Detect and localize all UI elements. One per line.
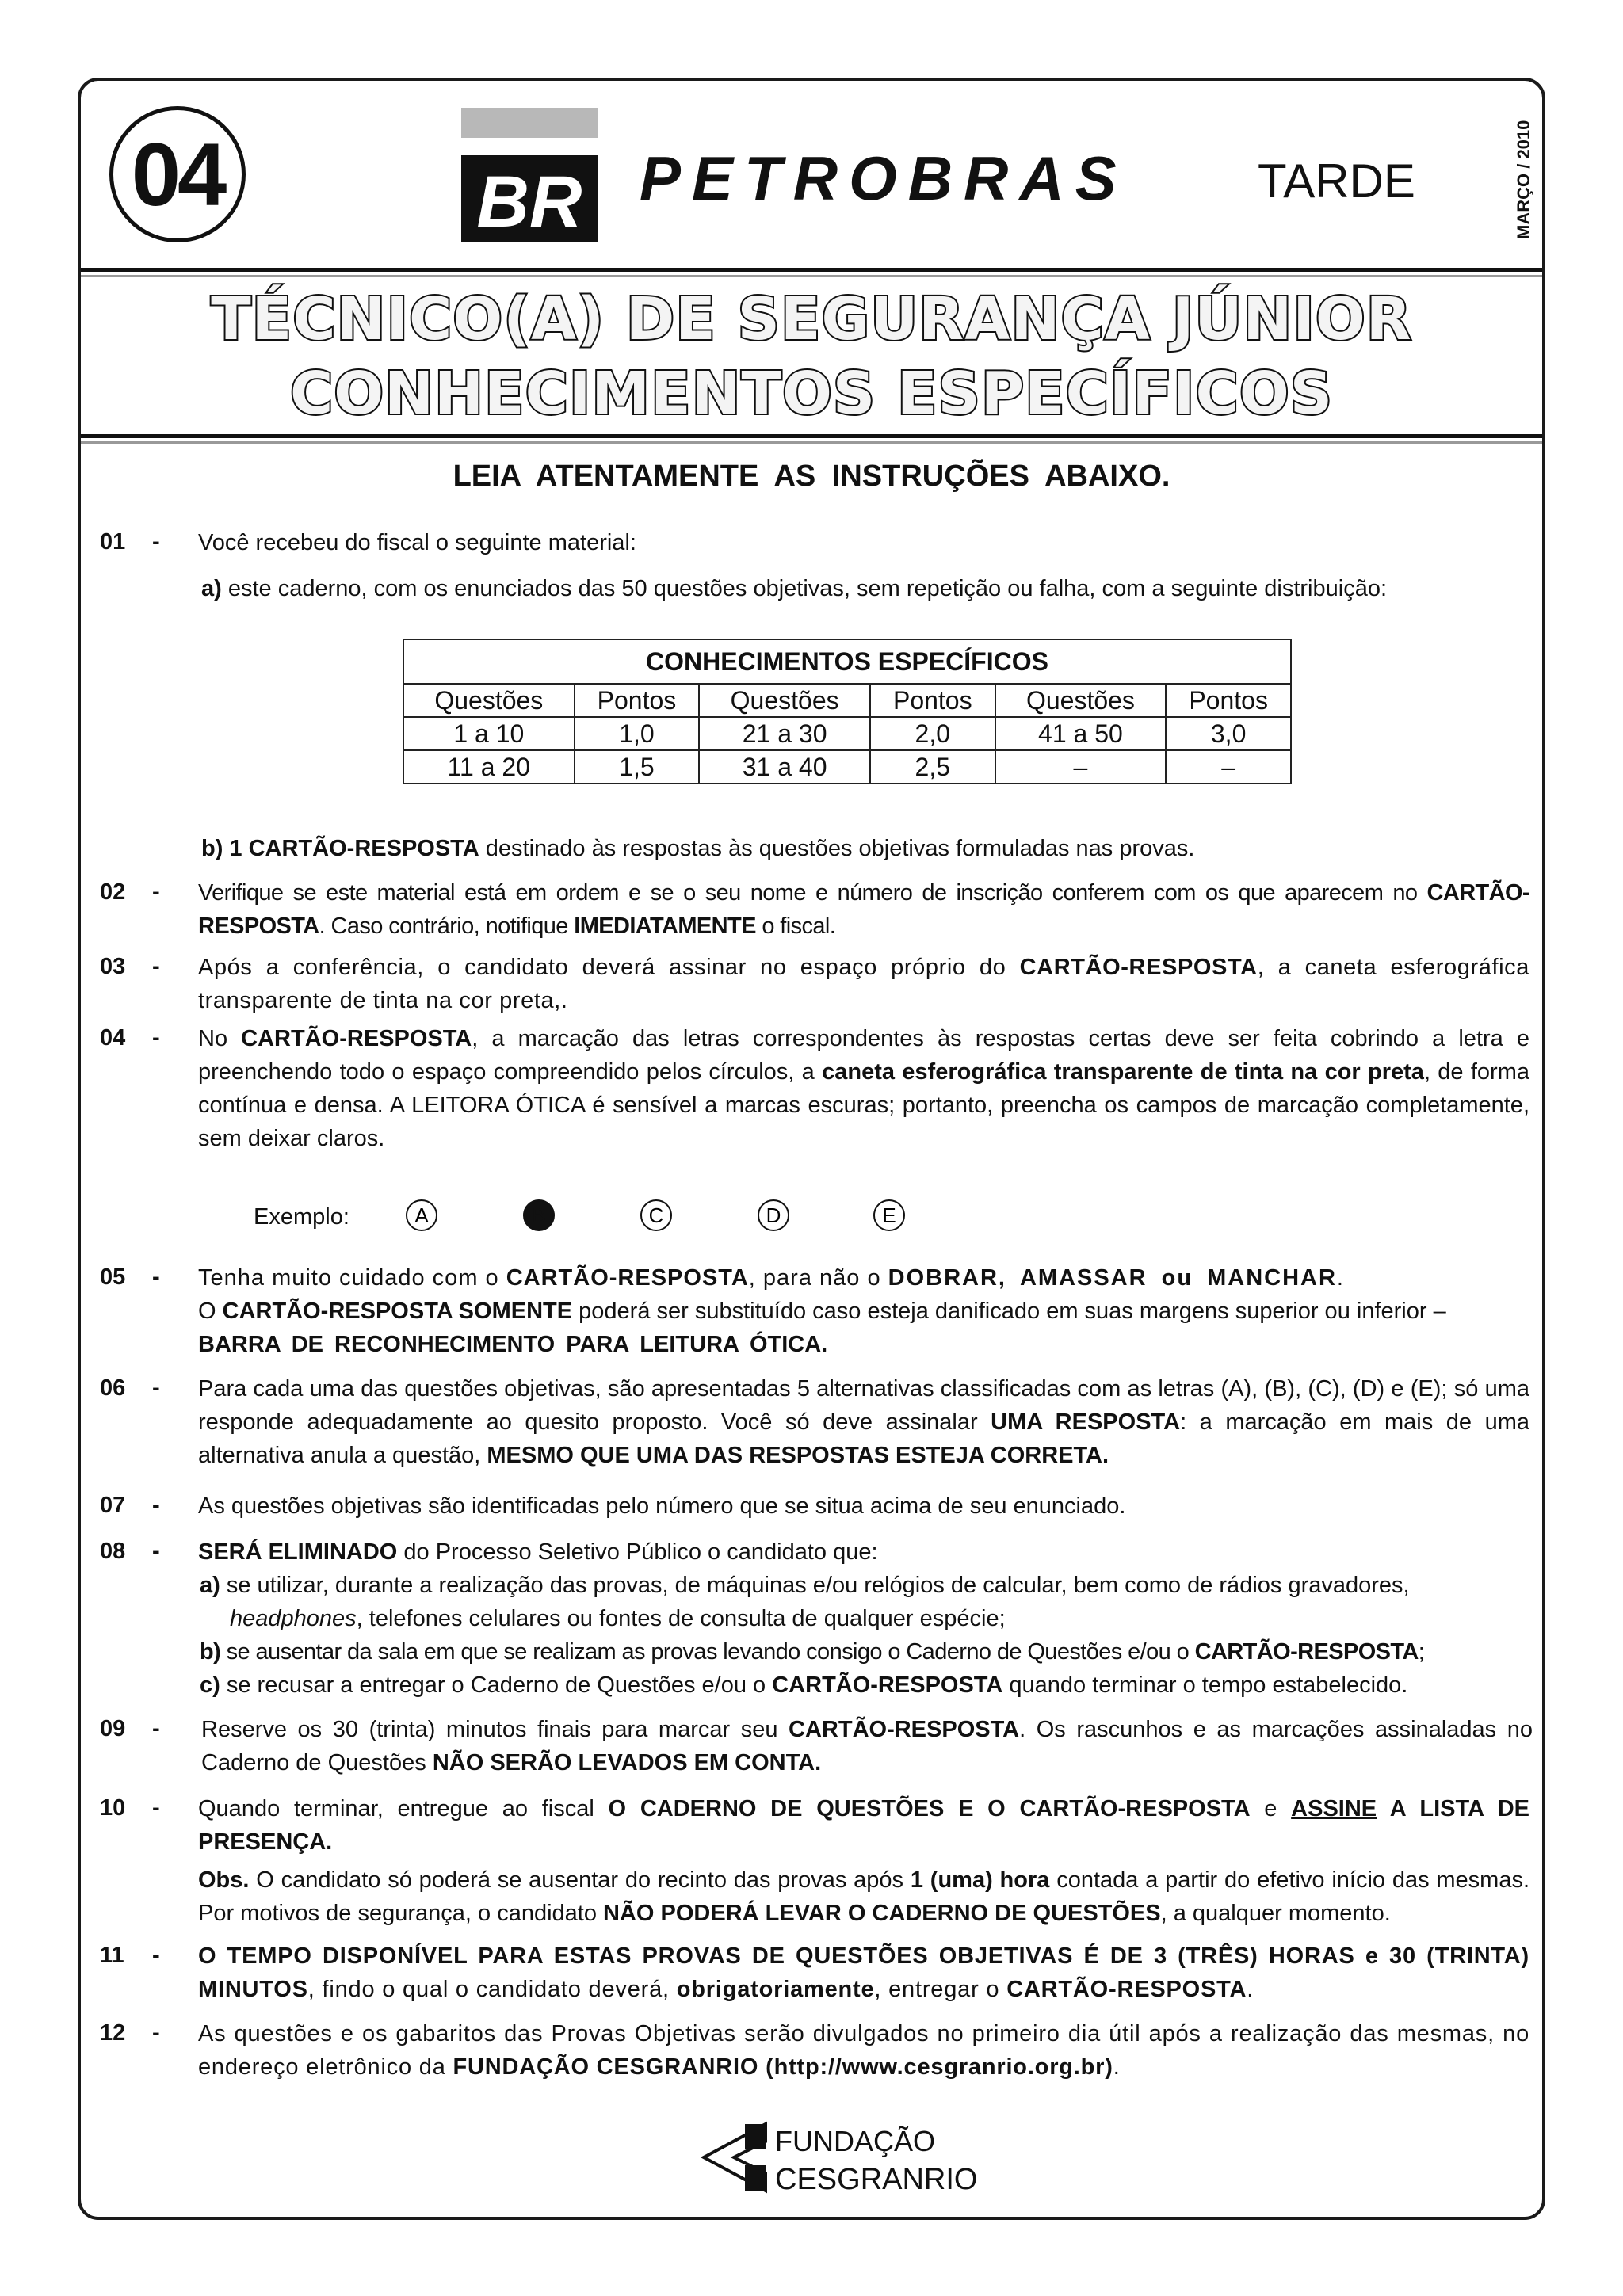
text-run: do Processo Seletivo Público o candidato que: (397, 1539, 878, 1565)
text-run-bold: CARTÃO-RESPOSTA (198, 880, 1529, 939)
exam-title-line2: CONHECIMENTOS ESPECÍFICOS (289, 360, 1334, 428)
table-header-cell: Pontos (575, 684, 700, 717)
exam-period: TARDE (1258, 154, 1415, 208)
text-run: , a marcação das letras correspondentes às respostas certas deve ser feita cobrindo a letra e preenchendo todo o espaço compreendido pelos círculos, a (198, 1026, 1529, 1085)
text-run-bold: IMEDIATAMENTE (574, 913, 756, 939)
logo-block-bottom (745, 2165, 766, 2191)
text-run: Quando terminar, entregue ao fiscal (198, 1796, 609, 1821)
question-distribution-table (403, 639, 1292, 784)
table-header-cell: Questões (403, 684, 575, 717)
text-run-bold: O CADERNO DE QUESTÕES E O CARTÃO-RESPOSTA (608, 1796, 1251, 1821)
text-run: ; (1418, 1639, 1425, 1665)
item-dash: - (152, 1375, 160, 1401)
text-run: Reserve os 30 (trinta) minutos finais para marcar seu (201, 1717, 789, 1742)
item-dash: - (152, 1795, 160, 1821)
text-run-bold: FUNDAÇÃO CESGRANRIO (http://www.cesgranrio.org.br) (453, 2054, 1113, 2080)
item-09-text (201, 1713, 1533, 1779)
obs-label: Obs. (198, 1867, 250, 1893)
item-08-a (200, 1569, 1531, 1635)
answer-bubble-b-filled (521, 1198, 556, 1233)
text-run: se utilizar, durante a realização das provas, de máquinas e/ou relógios de calcular, bem como de rádios gravadores, (220, 1573, 1410, 1598)
answer-bubble-d (756, 1198, 791, 1233)
item-dash: - (152, 1943, 160, 1968)
table-cell: 41 a 50 (995, 717, 1167, 750)
text-run: No (198, 1026, 242, 1051)
answer-bubble-c (639, 1198, 674, 1233)
text-run: , entregar o (874, 1977, 1007, 2002)
svg-text:C: C (648, 1203, 664, 1227)
svg-text:B: B (532, 1203, 546, 1227)
text-run-bold: MESMO QUE UMA DAS RESPOSTAS ESTEJA CORRETA. (487, 1443, 1109, 1468)
text-run-italic: headphones (230, 1606, 357, 1631)
item-number: 10 (100, 1795, 126, 1821)
text-run-bold: A LISTA DE PRESENÇA. (198, 1796, 1529, 1855)
text-run-bold: CARTÃO-RESPOSTA (789, 1717, 1020, 1742)
booklet-number: 04 (131, 124, 224, 224)
text-run: , a qualquer momento. (1160, 1901, 1391, 1926)
item-07-text: As questões objetivas são identificadas pelo número que se situa acima de seu enunciado. (198, 1493, 1126, 1519)
item-08-c (200, 1669, 1531, 1702)
table-cell: 1,5 (575, 750, 700, 784)
logo-line2: CESGRANRIO (775, 2163, 978, 2196)
item-number: 08 (100, 1539, 126, 1564)
text-run-bold: SERÁ ELIMINADO (198, 1539, 398, 1565)
item-number: 03 (100, 954, 126, 979)
text-run: , findo o qual o candidato deverá, (307, 1977, 677, 2002)
title-bottom-rule-grey (81, 441, 1542, 444)
text-run: : a marcação em mais de uma alternativa anula a questão, (198, 1409, 1529, 1468)
text-run: O (198, 1299, 223, 1324)
logo-line1: FUNDAÇÃO (775, 2125, 936, 2157)
item-dash: - (152, 1025, 160, 1051)
company-name: PETROBRAS (640, 143, 1128, 213)
text-run: quando terminar o tempo estabelecido. (1002, 1672, 1408, 1698)
text-run-bold: caneta esferográfica transparente de tinta na cor preta (822, 1059, 1424, 1085)
text-run-bold-underlined: ASSINE (1291, 1796, 1377, 1821)
text-run: As questões e os gabaritos das Provas Objetivas serão divulgados no primeiro dia útil após a realização das mesmas, no endereço eletrônico da (198, 2021, 1529, 2080)
item-01-b-text: destinado às respostas às questões objetivas formuladas nas provas. (485, 836, 1195, 861)
text-run: o fiscal. (755, 913, 836, 939)
table-row (403, 717, 1291, 750)
item-dash: - (152, 1716, 160, 1741)
table-cell: – (1166, 750, 1291, 784)
item-01-b-label: b) 1 CARTÃO-RESPOSTA (201, 836, 479, 861)
item-08-b (200, 1635, 1531, 1669)
item-01-a-label: a) (201, 576, 222, 601)
text-run: , de forma contínua e densa. A LEITORA ÓTICA é sensível a marcas escuras; portanto, preencha os campos de marcação completamente, sem deixar claros. (198, 1059, 1530, 1151)
table-cell: 1,0 (575, 717, 700, 750)
cesgranrio-logo (697, 2121, 978, 2200)
item-01-a-text: este caderno, com os enunciados das 50 questões objetivas, sem repetição ou falha, com a seguinte distribuição: (227, 576, 1388, 601)
text-run-bold: CARTÃO-RESPOSTA (1194, 1639, 1419, 1665)
text-run-bold: obrigatoriamente (676, 1977, 875, 2002)
logo-block-top (745, 2124, 766, 2149)
item-number: 04 (100, 1025, 126, 1051)
table-cell: 3,0 (1166, 717, 1291, 750)
item-11-text (198, 1939, 1529, 2006)
item-dash: - (152, 1264, 160, 1290)
svg-text:D: D (766, 1203, 781, 1227)
text-run-bold: CARTÃO-RESPOSTA (1019, 955, 1258, 980)
text-run-bold: UMA RESPOSTA (991, 1409, 1181, 1435)
item-dash: - (152, 529, 160, 555)
item-number: 02 (100, 879, 126, 905)
text-run: . Os rascunhos e as marcações assinaladas no Caderno de Questões (201, 1717, 1533, 1775)
text-run: e (1250, 1796, 1292, 1821)
text-run: Para cada uma das questões objetivas, são apresentadas 5 alternativas classificadas com as letras (A), (B), (C), (D) e (E); só uma responde adequadamente ao quesito proposto. Você só deve assinalar (198, 1376, 1529, 1435)
table-cell: 11 a 20 (403, 750, 575, 784)
text-run-bold: O TEMPO DISPONÍVEL PARA ESTAS PROVAS DE QUESTÕES OBJETIVAS É DE 3 (TRÊS) HORAS e 30 (TRINTA) MINUTOS (198, 1943, 1529, 2002)
item-02-text (198, 876, 1529, 943)
text-run: . (1113, 2054, 1121, 2080)
item-06-text (198, 1372, 1529, 1472)
title-top-rule (81, 268, 1542, 272)
item-dash: - (152, 2020, 160, 2046)
item-number: 09 (100, 1716, 126, 1741)
item-01-text: Você recebeu do fiscal o seguinte material: (198, 530, 636, 555)
text-run-bold: CARTÃO-RESPOSTA (241, 1026, 472, 1051)
svg-text:A: A (414, 1203, 429, 1227)
header (81, 81, 1542, 271)
item-dash: - (152, 954, 160, 979)
text-run-bold: CARTÃO-RESPOSTA (506, 1265, 749, 1291)
item-01-a (201, 572, 1533, 605)
table-cell: – (995, 750, 1167, 784)
table-cell: 1 a 10 (403, 717, 575, 750)
item-01-b (201, 832, 1533, 865)
text-run-bold: CARTÃO-RESPOSTA (772, 1672, 1003, 1698)
text-run-bold: CARTÃO-RESPOSTA (1006, 1977, 1247, 2002)
table-header-cell: Questões (995, 684, 1167, 717)
text-run: Verifique se este material está em ordem e se o seu nome e número de inscrição conferem com os que aparecem no (198, 880, 1427, 906)
instructions-heading: LEIA ATENTAMENTE AS INSTRUÇÕES ABAIXO. (453, 460, 1170, 493)
text-run: Após a conferência, o candidato deverá assinar no espaço próprio do (198, 955, 1020, 980)
text-run: se recusar a entregar o Caderno de Questões e/ou o (220, 1672, 773, 1698)
logo-grey-bar (461, 108, 598, 138)
title-top-rule-grey (81, 275, 1542, 277)
table-header-cell: Pontos (870, 684, 995, 717)
svg-text:E: E (882, 1203, 896, 1227)
text-run: O candidato só poderá se ausentar do recinto das provas após (249, 1867, 911, 1893)
text-run-bold: 1 (uma) hora (910, 1867, 1050, 1893)
item-12-text (198, 2017, 1529, 2084)
text-run: Tenha muito cuidado com o (198, 1265, 506, 1291)
item-08-c-label: c) (200, 1672, 220, 1698)
table-title: CONHECIMENTOS ESPECÍFICOS (403, 639, 1291, 684)
exam-cover-frame (78, 78, 1545, 2220)
text-run: , telefones celulares ou fontes de consulta de qualquer espécie; (356, 1606, 1006, 1631)
item-10-text (198, 1792, 1529, 1859)
text-run-bold: DOBRAR, AMASSAR ou MANCHAR (888, 1265, 1337, 1291)
item-number: 05 (100, 1264, 126, 1290)
item-number: 01 (100, 529, 126, 555)
table-header-row (403, 684, 1291, 717)
answer-bubble-a (404, 1198, 439, 1233)
table-header-cell: Pontos (1166, 684, 1291, 717)
item-number: 12 (100, 2020, 126, 2046)
item-number: 11 (100, 1943, 124, 1968)
item-03-text (198, 951, 1529, 1017)
text-run: , para não o (748, 1265, 888, 1291)
answer-bubble-e (872, 1198, 907, 1233)
item-dash: - (152, 1539, 160, 1564)
item-08-text (198, 1535, 1529, 1569)
item-08-b-label: b) (200, 1639, 221, 1665)
text-run-bold: NÃO SERÃO LEVADOS EM CONTA. (432, 1750, 822, 1775)
table-cell: 2,0 (870, 717, 995, 750)
exam-title-line1: TÉCNICO(A) DE SEGURANÇA JÚNIOR (211, 285, 1412, 353)
text-run: se ausentar da sala em que se realizam as provas levando consigo o Caderno de Questões e/ou o (220, 1639, 1195, 1665)
item-number: 07 (100, 1493, 126, 1518)
petrobras-br-logo (461, 108, 598, 242)
item-04-text (198, 1022, 1529, 1155)
exam-date: MARÇO / 2010 (1514, 120, 1533, 239)
item-05-text (198, 1261, 1529, 1361)
text-run: . Caso contrário, notifique (319, 913, 575, 939)
text-run: poderá ser substituído caso esteja danificado em suas margens superior ou inferior – (572, 1299, 1446, 1324)
item-08-a-label: a) (200, 1573, 220, 1598)
text-run: , a caneta esferográfica transparente de tinta na cor preta,. (198, 955, 1529, 1013)
booklet-number-badge (109, 106, 246, 242)
text-run: contada a partir do efetivo início das mesmas. Por motivos de segurança, o candidato (198, 1867, 1530, 1926)
text-run-bold: CARTÃO-RESPOSTA SOMENTE (222, 1299, 573, 1324)
item-number: 06 (100, 1375, 126, 1401)
table-cell: 31 a 40 (699, 750, 870, 784)
table-header-cell: Questões (699, 684, 870, 717)
text-run-bold: BARRA DE RECONHECIMENTO PARA LEITURA ÓTICA. (198, 1332, 828, 1357)
item-dash: - (152, 879, 160, 905)
table-cell: 2,5 (870, 750, 995, 784)
title-bottom-rule (81, 434, 1542, 438)
item-10-obs (198, 1863, 1529, 1930)
logo-br-text: BR (476, 162, 582, 242)
text-run: . (1247, 1977, 1254, 2002)
text-run-bold: NÃO PODERÁ LEVAR O CADERNO DE QUESTÕES (603, 1901, 1161, 1926)
table-cell: 21 a 30 (699, 717, 870, 750)
example-label: Exemplo: (254, 1204, 349, 1230)
item-dash: - (152, 1493, 160, 1518)
text-run: . (1336, 1265, 1343, 1291)
table-row (403, 750, 1291, 784)
